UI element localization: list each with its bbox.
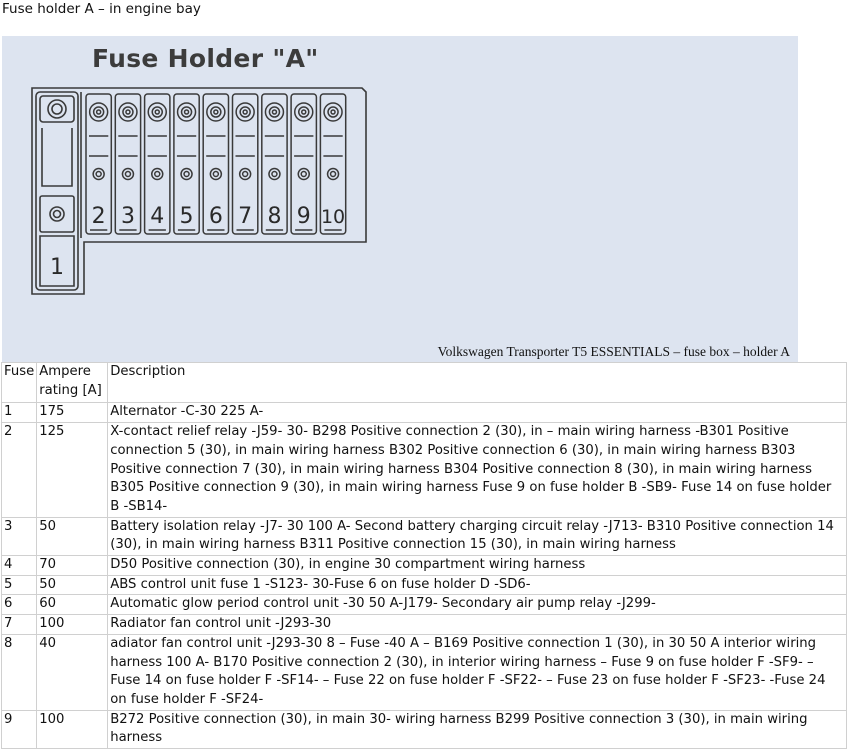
header-description: Description	[108, 363, 847, 403]
ampere-cell: 50	[37, 517, 108, 555]
table-header-row	[2, 363, 847, 403]
fuse-label-8: 8	[267, 204, 282, 229]
description-cell: adiator fan control unit -J293-30 8 – Fuse -40 A – B169 Positive connection 1 (30), in 30 50 A interior wiring harness 100 A- B170 Positive connection 2 (30), in interior wiring harness – Fuse 9 on fuse holder F -SF9- – Fuse 14 on fuse holder F -SF14- – Fuse 22 on fuse holder F -SF22- – Fuse 23 on fuse holder F -SF23- -Fuse 24 on fuse holder F -SF24-	[108, 634, 847, 710]
table-row	[2, 634, 847, 710]
ampere-cell: 70	[37, 556, 108, 576]
fuse-number-cell: 1	[2, 403, 37, 423]
diagram-title: Fuse Holder "A"	[92, 44, 319, 73]
fuse-number-cell: 8	[2, 634, 37, 710]
description-cell: Automatic glow period control unit -30 50 A-J179- Secondary air pump relay -J299-	[108, 595, 847, 615]
fuse-number-cell: 3	[2, 517, 37, 555]
ampere-cell: 40	[37, 634, 108, 710]
fuse-label-2: 2	[91, 204, 106, 229]
fuse-label-9: 9	[296, 204, 311, 229]
ampere-cell: 60	[37, 595, 108, 615]
table-row	[2, 517, 847, 555]
ampere-cell: 100	[37, 615, 108, 635]
table-row	[2, 403, 847, 423]
table-row	[2, 556, 847, 576]
fuse-number-cell: 9	[2, 710, 37, 748]
description-cell: Radiator fan control unit -J293-30	[108, 615, 847, 635]
description-cell: ABS control unit fuse 1 -S123- 30-Fuse 6 on fuse holder D -SD6-	[108, 575, 847, 595]
fuse-label-10: 10	[320, 206, 346, 228]
table-row	[2, 710, 847, 748]
description-cell: X-contact relief relay -J59- 30- B298 Positive connection 2 (30), in – main wiring harness -B301 Positive connection 5 (30), in main wiring harness B302 Positive connection 6 (30), in main wiring harness B303 Positive connection 7 (30), in main wiring harness B304 Positive connection 8 (30), in main wiring harness B305 Positive connection 9 (30), in main wiring harness Fuse 9 on fuse holder B -SB9- Fuse 14 on fuse holder B -SB14-	[108, 423, 847, 518]
fuse-label-1: 1	[50, 255, 64, 280]
fuse-number-cell: 6	[2, 595, 37, 615]
fuse-number-cell: 7	[2, 615, 37, 635]
table-row	[2, 615, 847, 635]
fuse-label-5: 5	[179, 204, 194, 229]
fuse-label-4: 4	[150, 204, 165, 229]
table-row	[2, 423, 847, 518]
fuse-holder-diagram	[2, 36, 798, 362]
description-cell: Battery isolation relay -J7- 30 100 A- Second battery charging circuit relay -J713- B310 Positive connection 14 (30), in main wiring harness B311 Positive connection 15 (30), in main wiring harness	[108, 517, 847, 555]
fuse-label-6: 6	[208, 204, 223, 229]
description-cell: Alternator -C-30 225 A-	[108, 403, 847, 423]
header-fuse: Fuse	[2, 363, 37, 403]
diagram-caption: Volkswagen Transporter T5 ESSENTIALS – fuse box – holder A	[437, 344, 790, 359]
fuse-label-3: 3	[120, 204, 135, 229]
description-cell: B272 Positive connection (30), in main 30- wiring harness B299 Positive connection 3 (30), in main wiring harness	[108, 710, 847, 748]
ampere-cell: 175	[37, 403, 108, 423]
table-row	[2, 595, 847, 615]
header-ampere: Ampere rating [A]	[37, 363, 108, 403]
page-heading: Fuse holder A – in engine bay	[2, 1, 201, 17]
ampere-cell: 50	[37, 575, 108, 595]
description-cell: D50 Positive connection (30), in engine 30 compartment wiring harness	[108, 556, 847, 576]
ampere-cell: 100	[37, 710, 108, 748]
fuse-number-cell: 5	[2, 575, 37, 595]
fuse-holder-drawing	[2, 36, 798, 362]
fuse-number-cell: 2	[2, 423, 37, 518]
fuse-number-cell: 4	[2, 556, 37, 576]
ampere-cell: 125	[37, 423, 108, 518]
fuse-label-7: 7	[238, 204, 253, 229]
table-row	[2, 575, 847, 595]
fuse-table	[1, 362, 847, 749]
